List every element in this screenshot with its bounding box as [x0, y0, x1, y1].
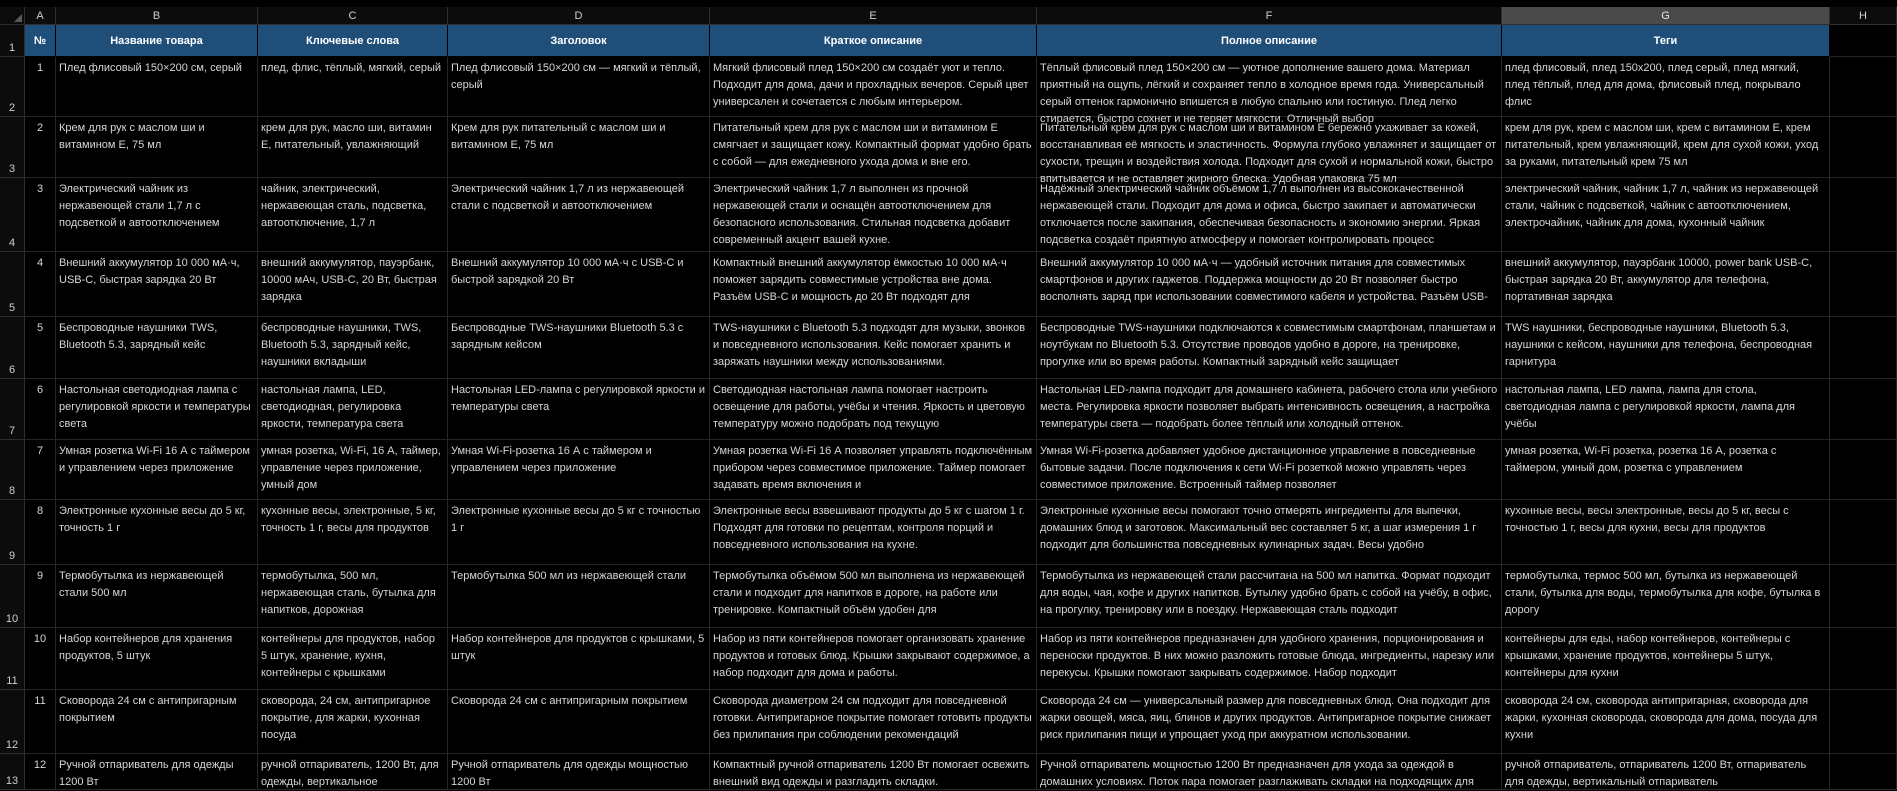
- column-header-f[interactable]: F: [1037, 7, 1502, 25]
- cell-keywords[interactable]: кухонные весы, электронные, 5 кг, точность 1 г, весы для продуктов: [258, 500, 448, 565]
- cell-full[interactable]: Ручной отпариватель мощностью 1200 Вт предназначен для ухода за одеждой в домашних условиях. Поток пара помогает разглаживать складки на подходящих для: [1037, 754, 1502, 790]
- cell-num[interactable]: 11: [25, 690, 56, 754]
- cell-short[interactable]: Электрический чайник 1,7 л выполнен из прочной нержавеющей стали и оснащён автоотключением для безопасного использования. Стильная подсветка добавит современный акцент вашей кухне.: [710, 178, 1037, 252]
- cell-empty[interactable]: [1830, 690, 1897, 754]
- cell-short[interactable]: Питательный крем для рук с маслом ши и витамином Е смягчает и защищает кожу. Компактный формат удобно брать с собой — для ежедневного ухода дома и вне его.: [710, 117, 1037, 178]
- cell-title[interactable]: Термобутылка 500 мл из нержавеющей стали: [448, 565, 710, 628]
- cell-keywords[interactable]: крем для рук, масло ши, витамин Е, питательный, увлажняющий: [258, 117, 448, 178]
- cell-full[interactable]: Умная Wi-Fi-розетка добавляет удобное дистанционное управление в повседневные бытовые задачи. После подключения к сети Wi-Fi розеткой можно управлять через совместимое приложение. Встроенный таймер позволяет: [1037, 440, 1502, 500]
- cell-title[interactable]: Электрический чайник 1,7 л из нержавеющей стали с подсветкой и автоотключением: [448, 178, 710, 252]
- cell-title[interactable]: Умная Wi-Fi-розетка 16 А с таймером и управлением через приложение: [448, 440, 710, 500]
- cell-keywords[interactable]: чайник, электрический, нержавеющая сталь, подсветка, автоотключение, 1,7 л: [258, 178, 448, 252]
- row-header[interactable]: 10: [0, 565, 25, 628]
- column-header-e[interactable]: E: [710, 7, 1037, 25]
- row-header[interactable]: 9: [0, 500, 25, 565]
- cell-full[interactable]: Надёжный электрический чайник объёмом 1,7 л выполнен из высококачественной нержавеющей стали. Подходит для дома и офиса, быстро закипает и автоматически отключается после закипания, обеспечивая безопасность и экономию энергии. Яркая подсветка создаёт приятную атмосферу и помогает контролировать процесс: [1037, 178, 1502, 252]
- cell-short[interactable]: Электронные весы взвешивают продукты до 5 кг с шагом 1 г. Подходят для готовки по рецептам, контроля порций и повседневного использования на кухне.: [710, 500, 1037, 565]
- row-header[interactable]: 5: [0, 252, 25, 317]
- header-cell-num[interactable]: №: [25, 25, 56, 57]
- cell-empty[interactable]: [1830, 500, 1897, 565]
- cell-full[interactable]: Питательный крем для рук с маслом ши и витамином Е бережно ухаживает за кожей, восстанавливая её мягкость и эластичность. Формула глубоко увлажняет и защищает от сухости, трещин и воздействия холода. Подходит для сухой и нормальной кожи, быстро впитывается и не оставляет жирного блеска. Удобная упаковка 75 мл: [1037, 117, 1502, 178]
- cell-tags[interactable]: крем для рук, крем с маслом ши, крем с витамином Е, крем питательный, крем увлажняющий, крем для сухой кожи, уход за руками, питательный крем 75 мл: [1502, 117, 1830, 178]
- header-cell-title[interactable]: Заголовок: [448, 25, 710, 57]
- cell-tags[interactable]: TWS наушники, беспроводные наушники, Bluetooth 5.3, наушники с кейсом, наушники для телефона, беспроводная гарнитура: [1502, 317, 1830, 379]
- cell-full[interactable]: Сковорода 24 см — универсальный размер для повседневных блюд. Она подходит для жарки овощей, мяса, яиц, блинов и других продуктов. Антипригарное покрытие снижает риск прилипания пищи и упрощает уход при аккуратном использовании.: [1037, 690, 1502, 754]
- cell-tags[interactable]: внешний аккумулятор, пауэрбанк 10000, power bank USB-C, быстрая зарядка 20 Вт, аккумулятор для телефона, портативная зарядка: [1502, 252, 1830, 317]
- cell-empty[interactable]: [1830, 317, 1897, 379]
- header-cell-short[interactable]: Краткое описание: [710, 25, 1037, 57]
- cell-keywords[interactable]: беспроводные наушники, TWS, Bluetooth 5.3, зарядный кейс, наушники вкладыши: [258, 317, 448, 379]
- cell-num[interactable]: 4: [25, 252, 56, 317]
- cell-full[interactable]: Беспроводные TWS-наушники подключаются к совместимым смартфонам, планшетам и ноутбукам по Bluetooth 5.3. Отсутствие проводов удобно в дороге, на тренировке, прогулке или во время работы. Компактный зарядный кейс защищает: [1037, 317, 1502, 379]
- cell-num[interactable]: 5: [25, 317, 56, 379]
- cell-tags[interactable]: контейнеры для еды, набор контейнеров, контейнеры с крышками, хранение продуктов, контейнеры 5 штук, контейнеры для кухни: [1502, 628, 1830, 690]
- cell-title[interactable]: Внешний аккумулятор 10 000 мА·ч с USB-C и быстрой зарядкой 20 Вт: [448, 252, 710, 317]
- cell-name[interactable]: Крем для рук с маслом ши и витамином Е, 75 мл: [56, 117, 258, 178]
- cell-keywords[interactable]: внешний аккумулятор, пауэрбанк, 10000 мАч, USB-C, 20 Вт, быстрая зарядка: [258, 252, 448, 317]
- cell-short[interactable]: Умная розетка Wi-Fi 16 А позволяет управлять подключённым прибором через совместимое приложение. Таймер помогает задавать время включения и: [710, 440, 1037, 500]
- cell-empty[interactable]: [1830, 117, 1897, 178]
- cell-name[interactable]: Электрический чайник из нержавеющей стали 1,7 л с подсветкой и автоотключением: [56, 178, 258, 252]
- cell-num[interactable]: 1: [25, 57, 56, 117]
- cell-short[interactable]: Светодиодная настольная лампа помогает настроить освещение для работы, учёбы и чтения. Яркость и цветовую температуру можно подобрать под текущую: [710, 379, 1037, 440]
- cell-empty[interactable]: [1830, 754, 1897, 790]
- row-header[interactable]: 2: [0, 57, 25, 117]
- cell-short[interactable]: Набор из пяти контейнеров помогает организовать хранение продуктов и готовых блюд. Крышки закрывают содержимое, а набор подходит для дома и работы.: [710, 628, 1037, 690]
- row-header[interactable]: 7: [0, 379, 25, 440]
- cell-num[interactable]: 3: [25, 178, 56, 252]
- cell-name[interactable]: Сковорода 24 см с антипригарным покрытием: [56, 690, 258, 754]
- column-header-b[interactable]: B: [56, 7, 258, 25]
- column-header-c[interactable]: C: [258, 7, 448, 25]
- cell-name[interactable]: Термобутылка из нержавеющей стали 500 мл: [56, 565, 258, 628]
- cell-empty[interactable]: [1830, 379, 1897, 440]
- cell-num[interactable]: 10: [25, 628, 56, 690]
- row-header[interactable]: 13: [0, 754, 25, 790]
- cell-short[interactable]: Компактный внешний аккумулятор ёмкостью 10 000 мА·ч поможет зарядить совместимые устройства вне дома. Разъём USB-C и мощность до 20 Вт подходят для: [710, 252, 1037, 317]
- cell-name[interactable]: Электронные кухонные весы до 5 кг, точность 1 г: [56, 500, 258, 565]
- cell-name[interactable]: Настольная светодиодная лампа с регулировкой яркости и температуры света: [56, 379, 258, 440]
- cell-keywords[interactable]: плед, флис, тёплый, мягкий, серый: [258, 57, 448, 117]
- cell-empty[interactable]: [1830, 565, 1897, 628]
- cell-tags[interactable]: настольная лампа, LED лампа, лампа для стола, светодиодная лампа с регулировкой яркости, лампа для учёбы: [1502, 379, 1830, 440]
- cell-full[interactable]: Внешний аккумулятор 10 000 мА·ч — удобный источник питания для совместимых смартфонов и других гаджетов. Поддержка мощности до 20 Вт позволяет быстро восполнять заряд при использовании совместимого кабеля и устройства. Разъём USB-: [1037, 252, 1502, 317]
- select-all-corner[interactable]: [0, 7, 25, 25]
- cell-num[interactable]: 8: [25, 500, 56, 565]
- cell-name[interactable]: Ручной отпариватель для одежды 1200 Вт: [56, 754, 258, 790]
- cell-title[interactable]: Ручной отпариватель для одежды мощностью 1200 Вт: [448, 754, 710, 790]
- cell-empty[interactable]: [1830, 178, 1897, 252]
- cell-tags[interactable]: умная розетка, Wi-Fi розетка, розетка 16 А, розетка с таймером, умный дом, розетка с управлением: [1502, 440, 1830, 500]
- cell-tags[interactable]: кухонные весы, весы электронные, весы до 5 кг, весы с точностью 1 г, весы для кухни, весы для продуктов: [1502, 500, 1830, 565]
- cell-empty[interactable]: [1830, 57, 1897, 117]
- row-header[interactable]: 8: [0, 440, 25, 500]
- cell-empty[interactable]: [1830, 628, 1897, 690]
- cell-name[interactable]: Умная розетка Wi-Fi 16 А с таймером и управлением через приложение: [56, 440, 258, 500]
- cell-keywords[interactable]: ручной отпариватель, 1200 Вт, для одежды, вертикальное: [258, 754, 448, 790]
- header-cell-name[interactable]: Название товара: [56, 25, 258, 57]
- cell-short[interactable]: Компактный ручной отпариватель 1200 Вт помогает освежить внешний вид одежды и разгладить складки.: [710, 754, 1037, 790]
- row-header[interactable]: 6: [0, 317, 25, 379]
- cell-keywords[interactable]: термобутылка, 500 мл, нержавеющая сталь, бутылка для напитков, дорожная: [258, 565, 448, 628]
- row-header[interactable]: 3: [0, 117, 25, 178]
- cell-keywords[interactable]: настольная лампа, LED, светодиодная, регулировка яркости, температура света: [258, 379, 448, 440]
- cell-name[interactable]: Беспроводные наушники TWS, Bluetooth 5.3, зарядный кейс: [56, 317, 258, 379]
- cell-keywords[interactable]: контейнеры для продуктов, набор 5 штук, хранение, кухня, контейнеры с крышками: [258, 628, 448, 690]
- cell-keywords[interactable]: сковорода, 24 см, антипригарное покрытие, для жарки, кухонная посуда: [258, 690, 448, 754]
- cell-full[interactable]: Термобутылка из нержавеющей стали рассчитана на 500 мл напитка. Формат подходит для воды, чая, кофе и других напитков. Бутылку удобно брать с собой на учёбу, в офис, на прогулку, тренировку или в поездку. Нержавеющая сталь подходит: [1037, 565, 1502, 628]
- cell-title[interactable]: Беспроводные TWS-наушники Bluetooth 5.3 с зарядным кейсом: [448, 317, 710, 379]
- cell-title[interactable]: Электронные кухонные весы до 5 кг с точностью 1 г: [448, 500, 710, 565]
- row-header[interactable]: 11: [0, 628, 25, 690]
- cell-keywords[interactable]: умная розетка, Wi-Fi, 16 А, таймер, управление через приложение, умный дом: [258, 440, 448, 500]
- cell-empty[interactable]: [1830, 440, 1897, 500]
- cell-tags[interactable]: ручной отпариватель, отпариватель 1200 Вт, отпариватель для одежды, вертикальный отпариватель: [1502, 754, 1830, 790]
- header-cell-tags[interactable]: Теги: [1502, 25, 1830, 57]
- header-cell-keywords[interactable]: Ключевые слова: [258, 25, 448, 57]
- cell-full[interactable]: Электронные кухонные весы помогают точно отмерять ингредиенты для выпечки, домашних блюд и заготовок. Максимальный вес составляет 5 кг, а шаг измерения 1 г подходит для большинства повседневных кулинарных задач. Весы удобно: [1037, 500, 1502, 565]
- cell-short[interactable]: TWS-наушники с Bluetooth 5.3 подходят для музыки, звонков и повседневного использования. Кейс помогает хранить и заряжать наушники между использованиями.: [710, 317, 1037, 379]
- cell-name[interactable]: Плед флисовый 150×200 см, серый: [56, 57, 258, 117]
- header-cell-full[interactable]: Полное описание: [1037, 25, 1502, 57]
- cell-full[interactable]: Настольная LED-лампа подходит для домашнего кабинета, рабочего стола или учебного места. Регулировка яркости позволяет выбрать интенсивность освещения, а настройка температуры света — подобрать более тёплый или холодный оттенок.: [1037, 379, 1502, 440]
- column-header-g[interactable]: G: [1502, 7, 1830, 25]
- cell-title[interactable]: Сковорода 24 см с антипригарным покрытием: [448, 690, 710, 754]
- cell-full[interactable]: Тёплый флисовый плед 150×200 см — уютное дополнение вашего дома. Материал приятный на ощупь, лёгкий и сохраняет тепло в холодное время года. Универсальный серый оттенок гармонично впишется в любую спальню или гостиную. Плед легко стирается, быстро сохнет и не теряет мягкости. Отличный выбор: [1037, 57, 1502, 117]
- column-header-d[interactable]: D: [448, 7, 710, 25]
- cell-title[interactable]: Набор контейнеров для продуктов с крышками, 5 штук: [448, 628, 710, 690]
- cell-num[interactable]: 6: [25, 379, 56, 440]
- cell-empty[interactable]: [1830, 25, 1897, 57]
- column-header-h[interactable]: H: [1830, 7, 1897, 25]
- cell-name[interactable]: Набор контейнеров для хранения продуктов, 5 штук: [56, 628, 258, 690]
- column-header-a[interactable]: A: [25, 7, 56, 25]
- cell-title[interactable]: Настольная LED-лампа с регулировкой яркости и температуры света: [448, 379, 710, 440]
- cell-tags[interactable]: термобутылка, термос 500 мл, бутылка из нержавеющей стали, бутылка для воды, термобутылка для кофе, бутылка в дорогу: [1502, 565, 1830, 628]
- cell-tags[interactable]: электрический чайник, чайник 1,7 л, чайник из нержавеющей стали, чайник с подсветкой, чайник с автоотключением, электрочайник, чайник для дома, кухонный чайник: [1502, 178, 1830, 252]
- cell-num[interactable]: 7: [25, 440, 56, 500]
- cell-num[interactable]: 12: [25, 754, 56, 790]
- cell-tags[interactable]: сковорода 24 см, сковорода антипригарная, сковорода для жарки, кухонная сковорода, сковорода для дома, посуда для кухни: [1502, 690, 1830, 754]
- cell-empty[interactable]: [1830, 252, 1897, 317]
- cell-num[interactable]: 9: [25, 565, 56, 628]
- row-header[interactable]: 12: [0, 690, 25, 754]
- cell-name[interactable]: Внешний аккумулятор 10 000 мА·ч, USB-C, быстрая зарядка 20 Вт: [56, 252, 258, 317]
- cell-title[interactable]: Крем для рук питательный с маслом ши и витамином Е, 75 мл: [448, 117, 710, 178]
- cell-short[interactable]: Мягкий флисовый плед 150×200 см создаёт уют и тепло. Подходит для дома, дачи и прохладных вечеров. Серый цвет универсален и сочетается с любым интерьером.: [710, 57, 1037, 117]
- row-header[interactable]: 1: [0, 25, 25, 57]
- cell-tags[interactable]: плед флисовый, плед 150x200, плед серый, плед мягкий, плед тёплый, плед для дома, флисовый плед, покрывало флис: [1502, 57, 1830, 117]
- cell-short[interactable]: Сковорода диаметром 24 см подходит для повседневной готовки. Антипригарное покрытие помогает готовить продукты без прилипания при соблюдении рекомендаций: [710, 690, 1037, 754]
- cell-num[interactable]: 2: [25, 117, 56, 178]
- row-header[interactable]: 4: [0, 178, 25, 252]
- cell-full[interactable]: Набор из пяти контейнеров предназначен для удобного хранения, порционирования и переноски продуктов. В них можно разложить готовые блюда, ингредиенты, нарезку или перекусы. Крышки помогают закрывать содержимое. Набор подходит: [1037, 628, 1502, 690]
- cell-short[interactable]: Термобутылка объёмом 500 мл выполнена из нержавеющей стали и подходит для напитков в дороге, на работе или тренировке. Компактный объём удобен для: [710, 565, 1037, 628]
- cell-title[interactable]: Плед флисовый 150×200 см — мягкий и тёплый, серый: [448, 57, 710, 117]
